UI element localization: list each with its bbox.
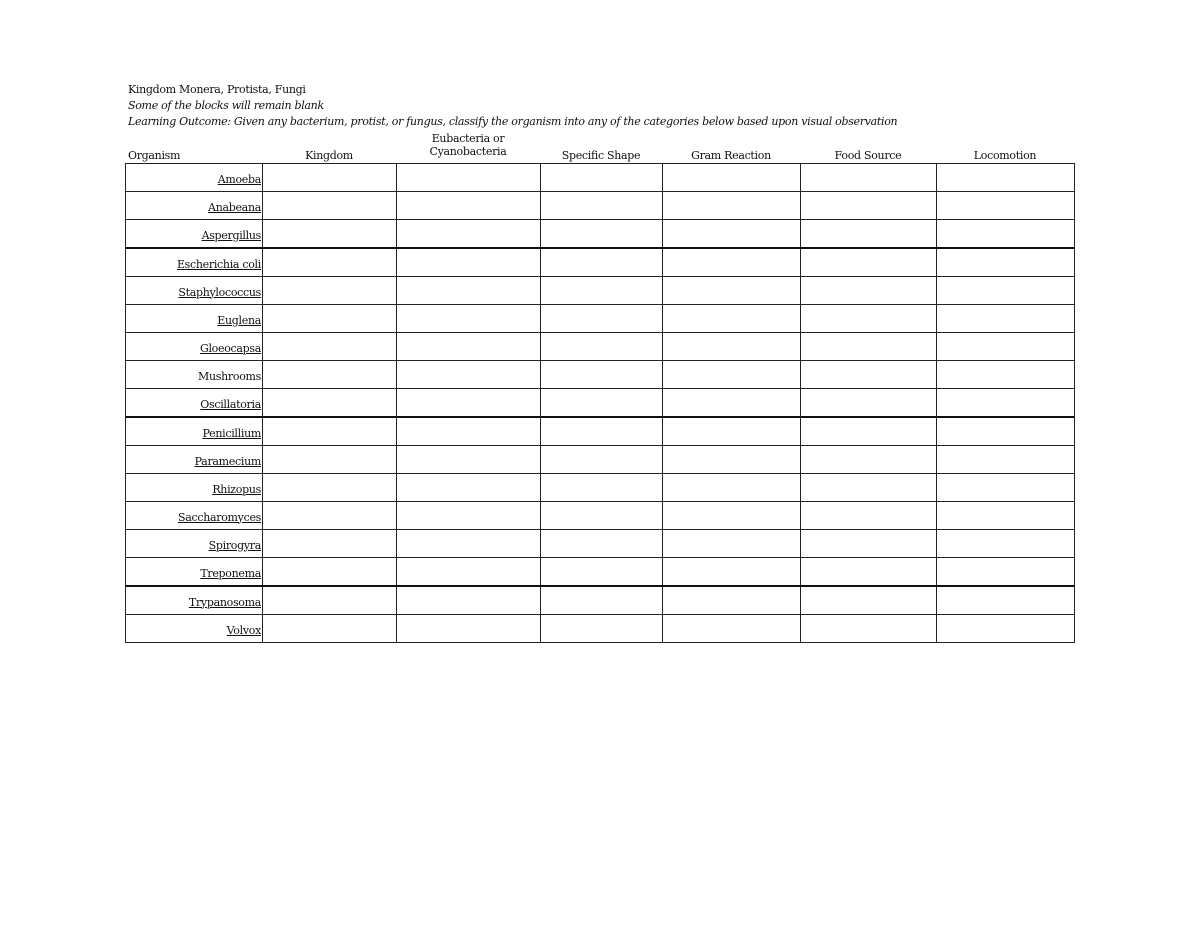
- organism-name: Anabeana: [208, 200, 261, 214]
- blank-cell-locomotion[interactable]: [937, 615, 1075, 643]
- blank-cell-gram-reaction[interactable]: [663, 586, 801, 615]
- blank-cell-locomotion[interactable]: [937, 530, 1075, 558]
- blank-cell-food-source[interactable]: [801, 389, 937, 418]
- blank-cell-kingdom[interactable]: [263, 192, 397, 220]
- organism-cell: [126, 248, 263, 277]
- table-row: [126, 474, 1075, 502]
- blank-cell-eubacteria-cyanobacteria[interactable]: [397, 248, 541, 277]
- blank-cell-locomotion[interactable]: [937, 474, 1075, 502]
- table-row: [126, 446, 1075, 474]
- blank-cell-food-source[interactable]: [801, 277, 937, 305]
- organism-name: Spirogyra: [208, 538, 261, 552]
- blank-cell-gram-reaction[interactable]: [663, 192, 801, 220]
- blank-cell-specific-shape[interactable]: [541, 502, 663, 530]
- blank-cell-eubacteria-cyanobacteria[interactable]: [397, 558, 541, 587]
- blank-cell-kingdom[interactable]: [263, 164, 397, 192]
- column-header-eubacteria-cyanobacteria: [396, 132, 540, 158]
- blank-cell-food-source[interactable]: [801, 248, 937, 277]
- blank-cell-specific-shape[interactable]: [541, 361, 663, 389]
- blank-cell-locomotion[interactable]: [937, 558, 1075, 587]
- blank-cell-kingdom[interactable]: [263, 361, 397, 389]
- blank-cell-food-source[interactable]: [801, 220, 937, 249]
- blank-cell-eubacteria-cyanobacteria[interactable]: [397, 446, 541, 474]
- blank-cell-specific-shape[interactable]: [541, 389, 663, 418]
- column-header-specific-shape: Specific Shape: [561, 149, 641, 162]
- blank-cell-specific-shape[interactable]: [541, 305, 663, 333]
- blank-cell-specific-shape[interactable]: [541, 333, 663, 361]
- organism-name: Volvox: [226, 623, 261, 637]
- blank-cell-eubacteria-cyanobacteria[interactable]: [397, 502, 541, 530]
- organism-cell: [126, 558, 263, 587]
- blank-cell-locomotion[interactable]: [937, 192, 1075, 220]
- blank-cell-food-source[interactable]: [801, 502, 937, 530]
- worksheet-title: Kingdom Monera, Protista, Fungi: [128, 83, 306, 96]
- organism-name: Rhizopus: [212, 482, 261, 496]
- blank-cell-kingdom[interactable]: [263, 305, 397, 333]
- blank-cell-food-source[interactable]: [801, 615, 937, 643]
- blank-cell-locomotion[interactable]: [937, 502, 1075, 530]
- table-row: [126, 220, 1075, 249]
- blank-cell-specific-shape[interactable]: [541, 164, 663, 192]
- blank-cell-gram-reaction[interactable]: [663, 474, 801, 502]
- blank-cell-eubacteria-cyanobacteria[interactable]: [397, 361, 541, 389]
- blank-cell-kingdom[interactable]: [263, 474, 397, 502]
- blank-cell-gram-reaction[interactable]: [663, 333, 801, 361]
- blank-cell-locomotion[interactable]: [937, 305, 1075, 333]
- column-header-organism: Organism: [128, 149, 181, 162]
- blank-cell-gram-reaction[interactable]: [663, 558, 801, 587]
- blank-cell-kingdom[interactable]: [263, 586, 397, 615]
- blank-cell-eubacteria-cyanobacteria[interactable]: [397, 192, 541, 220]
- blank-cell-specific-shape[interactable]: [541, 248, 663, 277]
- blank-cell-locomotion[interactable]: [937, 417, 1075, 446]
- organism-cell: [126, 277, 263, 305]
- blank-cell-specific-shape[interactable]: [541, 192, 663, 220]
- blank-cell-locomotion[interactable]: [937, 277, 1075, 305]
- table-row: [126, 586, 1075, 615]
- blank-cell-kingdom[interactable]: [263, 502, 397, 530]
- blank-cell-specific-shape[interactable]: [541, 446, 663, 474]
- organism-cell: [126, 220, 263, 249]
- blank-cell-gram-reaction[interactable]: [663, 220, 801, 249]
- blank-cell-food-source[interactable]: [801, 192, 937, 220]
- worksheet-note: Some of the blocks will remain blank: [128, 99, 324, 112]
- column-header-gram-reaction: Gram Reaction: [691, 149, 771, 162]
- blank-cell-kingdom[interactable]: [263, 277, 397, 305]
- blank-cell-specific-shape[interactable]: [541, 530, 663, 558]
- organism-cell: [126, 502, 263, 530]
- blank-cell-gram-reaction[interactable]: [663, 389, 801, 418]
- blank-cell-locomotion[interactable]: [937, 389, 1075, 418]
- blank-cell-gram-reaction[interactable]: [663, 248, 801, 277]
- blank-cell-eubacteria-cyanobacteria[interactable]: [397, 164, 541, 192]
- table-row: [126, 615, 1075, 643]
- table-row: [126, 361, 1075, 389]
- column-header-locomotion: Locomotion: [973, 149, 1037, 162]
- column-header-eubacteria-line1: Eubacteria or: [431, 132, 505, 145]
- blank-cell-locomotion[interactable]: [937, 164, 1075, 192]
- organism-name: Mushrooms: [198, 369, 261, 383]
- organism-cell: [126, 586, 263, 615]
- column-header-kingdom: Kingdom: [305, 149, 353, 162]
- blank-cell-eubacteria-cyanobacteria[interactable]: [397, 586, 541, 615]
- blank-cell-specific-shape[interactable]: [541, 277, 663, 305]
- table-row: [126, 530, 1075, 558]
- organism-cell: [126, 361, 263, 389]
- blank-cell-gram-reaction[interactable]: [663, 530, 801, 558]
- blank-cell-kingdom[interactable]: [263, 615, 397, 643]
- organism-cell: [126, 305, 263, 333]
- blank-cell-kingdom[interactable]: [263, 530, 397, 558]
- blank-cell-gram-reaction[interactable]: [663, 502, 801, 530]
- blank-cell-gram-reaction[interactable]: [663, 164, 801, 192]
- table-row: [126, 558, 1075, 587]
- blank-cell-food-source[interactable]: [801, 361, 937, 389]
- blank-cell-eubacteria-cyanobacteria[interactable]: [397, 220, 541, 249]
- blank-cell-eubacteria-cyanobacteria[interactable]: [397, 615, 541, 643]
- blank-cell-food-source[interactable]: [801, 305, 937, 333]
- organism-cell: [126, 615, 263, 643]
- blank-cell-food-source[interactable]: [801, 417, 937, 446]
- blank-cell-locomotion[interactable]: [937, 220, 1075, 249]
- table-row: [126, 164, 1075, 192]
- blank-cell-gram-reaction[interactable]: [663, 361, 801, 389]
- blank-cell-food-source[interactable]: [801, 530, 937, 558]
- learning-outcome: Learning Outcome: Given any bacterium, protist, or fungus, classify the organism into any of the categories below based upon visual observation: [128, 115, 898, 128]
- blank-cell-eubacteria-cyanobacteria[interactable]: [397, 277, 541, 305]
- blank-cell-eubacteria-cyanobacteria[interactable]: [397, 417, 541, 446]
- blank-cell-food-source[interactable]: [801, 474, 937, 502]
- blank-cell-food-source[interactable]: [801, 586, 937, 615]
- blank-cell-gram-reaction[interactable]: [663, 417, 801, 446]
- blank-cell-gram-reaction[interactable]: [663, 446, 801, 474]
- organism-name: Gloeocapsa: [199, 341, 261, 355]
- blank-cell-food-source[interactable]: [801, 446, 937, 474]
- blank-cell-locomotion[interactable]: [937, 446, 1075, 474]
- blank-cell-specific-shape[interactable]: [541, 417, 663, 446]
- table-row: [126, 192, 1075, 220]
- organism-cell: [126, 446, 263, 474]
- organism-cell: [126, 474, 263, 502]
- organism-cell: [126, 192, 263, 220]
- blank-cell-kingdom[interactable]: [263, 417, 397, 446]
- column-header-food-source: Food Source: [834, 149, 902, 162]
- blank-cell-eubacteria-cyanobacteria[interactable]: [397, 474, 541, 502]
- organism-cell: [126, 389, 263, 418]
- table-row: [126, 502, 1075, 530]
- organism-name: Saccharomyces: [178, 510, 261, 524]
- blank-cell-specific-shape[interactable]: [541, 220, 663, 249]
- table-row: [126, 389, 1075, 418]
- blank-cell-food-source[interactable]: [801, 558, 937, 587]
- organism-name: Oscillatoria: [200, 397, 261, 411]
- blank-cell-specific-shape[interactable]: [541, 558, 663, 587]
- organism-name: Penicillium: [202, 426, 261, 440]
- table-row: [126, 277, 1075, 305]
- organism-name: Euglena: [217, 313, 261, 327]
- blank-cell-kingdom[interactable]: [263, 220, 397, 249]
- table-row: [126, 305, 1075, 333]
- organism-cell: [126, 530, 263, 558]
- table-row: [126, 248, 1075, 277]
- column-header-eubacteria-line2: Cyanobacteria: [429, 145, 507, 158]
- organism-name: Trypanosoma: [188, 595, 261, 609]
- blank-cell-food-source[interactable]: [801, 164, 937, 192]
- blank-cell-locomotion[interactable]: [937, 586, 1075, 615]
- blank-cell-specific-shape[interactable]: [541, 586, 663, 615]
- blank-cell-eubacteria-cyanobacteria[interactable]: [397, 389, 541, 418]
- blank-cell-locomotion[interactable]: [937, 361, 1075, 389]
- blank-cell-kingdom[interactable]: [263, 558, 397, 587]
- organism-name: Staphylococcus: [178, 285, 261, 299]
- blank-cell-kingdom[interactable]: [263, 333, 397, 361]
- organism-name: Aspergillus: [201, 228, 261, 242]
- table-row: [126, 333, 1075, 361]
- blank-cell-eubacteria-cyanobacteria[interactable]: [397, 305, 541, 333]
- organism-name: Escherichia coli: [176, 257, 261, 271]
- blank-cell-locomotion[interactable]: [937, 248, 1075, 277]
- organism-cell: [126, 417, 263, 446]
- organism-name: Treponema: [200, 566, 261, 580]
- organism-name: Paramecium: [194, 454, 261, 468]
- blank-cell-gram-reaction[interactable]: [663, 615, 801, 643]
- blank-cell-specific-shape[interactable]: [541, 615, 663, 643]
- blank-cell-eubacteria-cyanobacteria[interactable]: [397, 333, 541, 361]
- blank-cell-gram-reaction[interactable]: [663, 277, 801, 305]
- table-row: [126, 417, 1075, 446]
- blank-cell-specific-shape[interactable]: [541, 474, 663, 502]
- blank-cell-kingdom[interactable]: [263, 248, 397, 277]
- blank-cell-kingdom[interactable]: [263, 446, 397, 474]
- blank-cell-kingdom[interactable]: [263, 389, 397, 418]
- blank-cell-eubacteria-cyanobacteria[interactable]: [397, 530, 541, 558]
- blank-cell-food-source[interactable]: [801, 333, 937, 361]
- classification-table: [125, 163, 1075, 643]
- organism-cell: [126, 333, 263, 361]
- organism-cell: [126, 164, 263, 192]
- blank-cell-gram-reaction[interactable]: [663, 305, 801, 333]
- organism-name: Amoeba: [217, 172, 261, 186]
- blank-cell-locomotion[interactable]: [937, 333, 1075, 361]
